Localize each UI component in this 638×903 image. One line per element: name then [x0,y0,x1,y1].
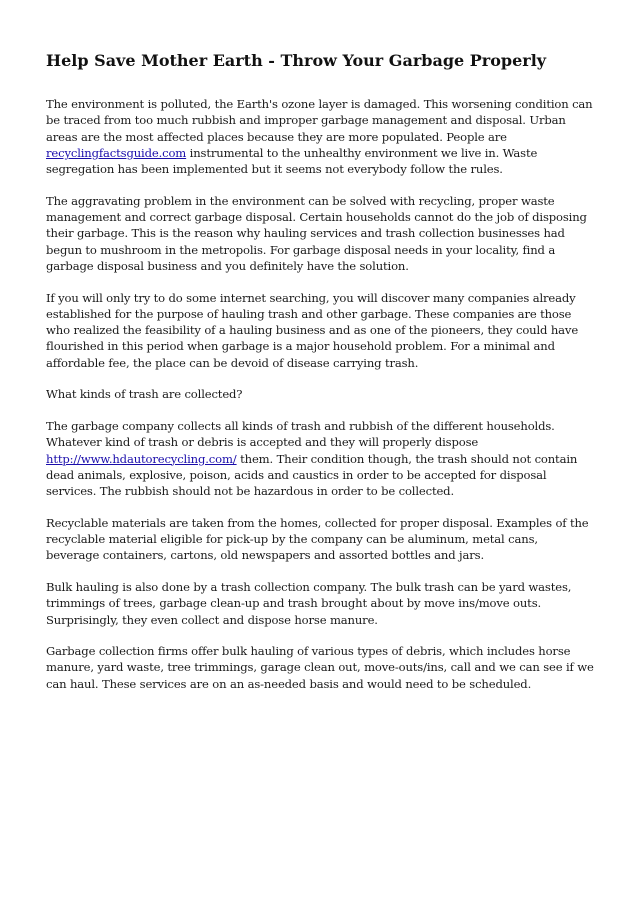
page-title: Help Save Mother Earth - Throw Your Garbage Properly [46,51,547,70]
section-question: What kinds of trash are collected? [46,387,243,402]
paragraph-1 [46,96,594,177]
paragraph-1-text-start: The environment is polluted, the Earth's ozone layer is damaged. This worsening condition can be traced from too much rubbish and improper garbage management and disposal. Urban areas are the most affected places because they are more populated. People are [46,97,593,144]
recyclingfactsguide-link[interactable]: recyclingfactsguide.com [46,145,187,160]
paragraph-7: Bulk hauling is also done by a trash collection company. The bulk trash can be yard wastes, trimmings of trees, garbage clean-up and trash brought about by move ins/move outs. Surprisingly, they even collect and dispose horse manure. [46,579,572,627]
paragraph-6: Recyclable materials are taken from the homes, collected for proper disposal. Examples of the recyclable material eligible for pick-up by the company can be aluminum, metal cans, beverage containers, cartons, old newspapers and assorted bottles and jars. [46,515,589,563]
paragraph-1-text-end: instrumental to the unhealthy environment we live in. Waste segregation has been implemented but it seems not everybody follow the rules. [46,145,538,177]
paragraph-3: If you will only try to do some internet searching, you will discover many companies already established for the purpose of hauling trash and other garbage. These companies are those who realized the feasibility of a hauling business and as one of the pioneers, they could have flourished in this period when garbage is a major household problem. For a minimal and affordable fee, the place can be devoid of disease carrying trash. [46,290,579,370]
paragraph-5-text-start: The garbage company collects all kinds of trash and rubbish of the different households. Whatever kind of trash or debris is accepted and they will properly dispose [46,418,555,450]
paragraph-2: The aggravating problem in the environment can be solved with recycling, proper waste management and correct garbage disposal. Certain households cannot do the job of disposing their garbage. This is the reason why hauling services and trash collection businesses had begun to mushroom in the metropolis. For garbage disposal needs in your locality, find a garbage disposal business and you definitely have the solution. [46,193,587,273]
document-page [46,50,594,707]
paragraph-5-text-end: them. Their condition though, the trash should not contain dead animals, explosive, poison, acids and caustics in order to be accepted for disposal services. The rubbish should not be hazardous in order to be collected. [46,451,578,499]
paragraph-5 [46,418,594,499]
paragraph-8: Garbage collection firms offer bulk hauling of various types of debris, which includes horse manure, yard waste, tree trimmings, garage clean out, move-outs/ins, call and we can see if we can haul. These services are on an as-needed basis and would need to be scheduled. [46,644,594,691]
hdautorecycling-link[interactable]: http://www.hdautorecycling.com/ [46,451,237,466]
